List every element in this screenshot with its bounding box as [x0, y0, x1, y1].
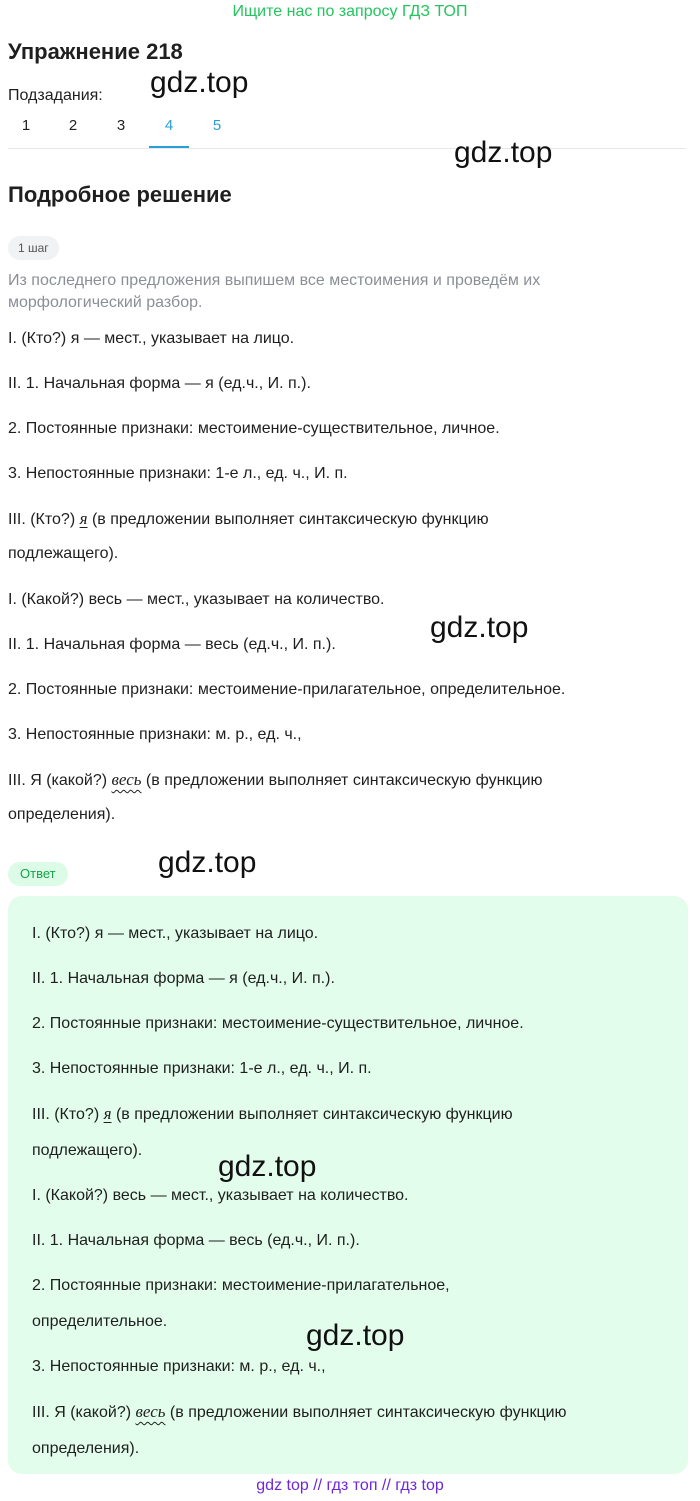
answer-line: 2. Постоянные признаки: местоимение-прилагательное, [32, 1277, 450, 1294]
watermark: gdz.top [218, 1150, 317, 1183]
watermark: gdz.top [430, 611, 529, 644]
solution-line: I. (Какой?) весь — мест., указывает на количество. [8, 591, 385, 608]
line-text: III. (Кто?) [8, 511, 80, 528]
wavy-underlined-word: весь [111, 770, 142, 789]
tab-5[interactable]: 5 [212, 117, 222, 134]
watermark: gdz.top [158, 846, 257, 879]
solution-line: 3. Непостоянные признаки: 1-е л., ед. ч., И. п. [8, 465, 348, 482]
page-title: Упражнение 218 [8, 39, 183, 64]
line-text: III. Я (какой?) [32, 1404, 136, 1421]
answer-badge: Ответ [8, 862, 68, 886]
solution-line: подлежащего). [8, 545, 119, 562]
wavy-underlined-word: весь [135, 1402, 166, 1421]
watermark: gdz.top [150, 66, 249, 99]
underlined-word: я [79, 509, 88, 528]
line-text: III. (Кто?) [32, 1106, 104, 1123]
solution-line: 2. Постоянные признаки: местоимение-прилагательное, определительное. [8, 681, 566, 698]
answer-line: определительное. [32, 1313, 168, 1330]
answer-line [32, 1401, 652, 1424]
line-text: (в предложении выполняет синтаксическую функцию [141, 772, 543, 789]
solution-lines [8, 328, 678, 826]
answer-line [32, 1103, 652, 1126]
answer-line: 3. Непостоянные признаки: 1-е л., ед. ч., И. п. [32, 1060, 372, 1077]
watermark: gdz.top [306, 1319, 405, 1352]
solution-line: II. 1. Начальная форма — я (ед.ч., И. п.). [8, 375, 311, 392]
line-text: (в предложении выполняет синтаксическую функцию [111, 1106, 513, 1123]
solution-line [8, 769, 678, 792]
answer-lines [32, 923, 652, 1460]
tab-1[interactable]: 1 [21, 117, 31, 134]
answer-line: подлежащего). [32, 1142, 143, 1159]
tab-3[interactable]: 3 [116, 117, 126, 134]
watermark: gdz.top [454, 136, 553, 169]
underlined-word: я [103, 1104, 112, 1123]
solution-line: 3. Непостоянные признаки: м. р., ед. ч., [8, 726, 302, 743]
solution-line: II. 1. Начальная форма — весь (ед.ч., И. п.). [8, 636, 336, 653]
answer-line: определения). [32, 1440, 140, 1457]
subtasks-label: Подзадания: [8, 87, 103, 104]
line-text: (в предложении выполняет синтаксическую функцию [87, 511, 489, 528]
answer-line: 3. Непостоянные признаки: м. р., ед. ч., [32, 1358, 326, 1375]
answer-line: I. (Кто?) я — мест., указывает на лицо. [32, 925, 319, 942]
answer-box [8, 896, 688, 1474]
answer-line: II. 1. Начальная форма — весь (ед.ч., И. п.). [32, 1232, 360, 1249]
answer-line: II. 1. Начальная форма — я (ед.ч., И. п.). [32, 970, 335, 987]
subtask-tabs [8, 112, 686, 149]
solution-line [8, 508, 678, 531]
answer-line: 2. Постоянные признаки: местоимение-существительное, личное. [32, 1015, 524, 1032]
solution-line: 2. Постоянные признаки: местоимение-существительное, личное. [8, 420, 500, 437]
solution-intro: Из последнего предложения выпишем все местоимения и проведём их морфологический разбор. [8, 272, 541, 311]
footer-links[interactable]: gdz top // гдз топ // гдз top [256, 1477, 444, 1494]
tab-2[interactable]: 2 [68, 117, 78, 134]
solution-title: Подробное решение [8, 182, 232, 207]
tab-4[interactable]: 4 [149, 112, 189, 148]
answer-line: I. (Какой?) весь — мест., указывает на количество. [32, 1187, 409, 1204]
solution-line: I. (Кто?) я — мест., указывает на лицо. [8, 330, 295, 347]
search-banner: Ищите нас по запросу ГДЗ ТОП [232, 3, 468, 20]
solution-line: определения). [8, 806, 116, 823]
step-badge: 1 шаг [8, 236, 59, 260]
line-text: (в предложении выполняет синтаксическую функцию [165, 1404, 567, 1421]
line-text: III. Я (какой?) [8, 772, 112, 789]
